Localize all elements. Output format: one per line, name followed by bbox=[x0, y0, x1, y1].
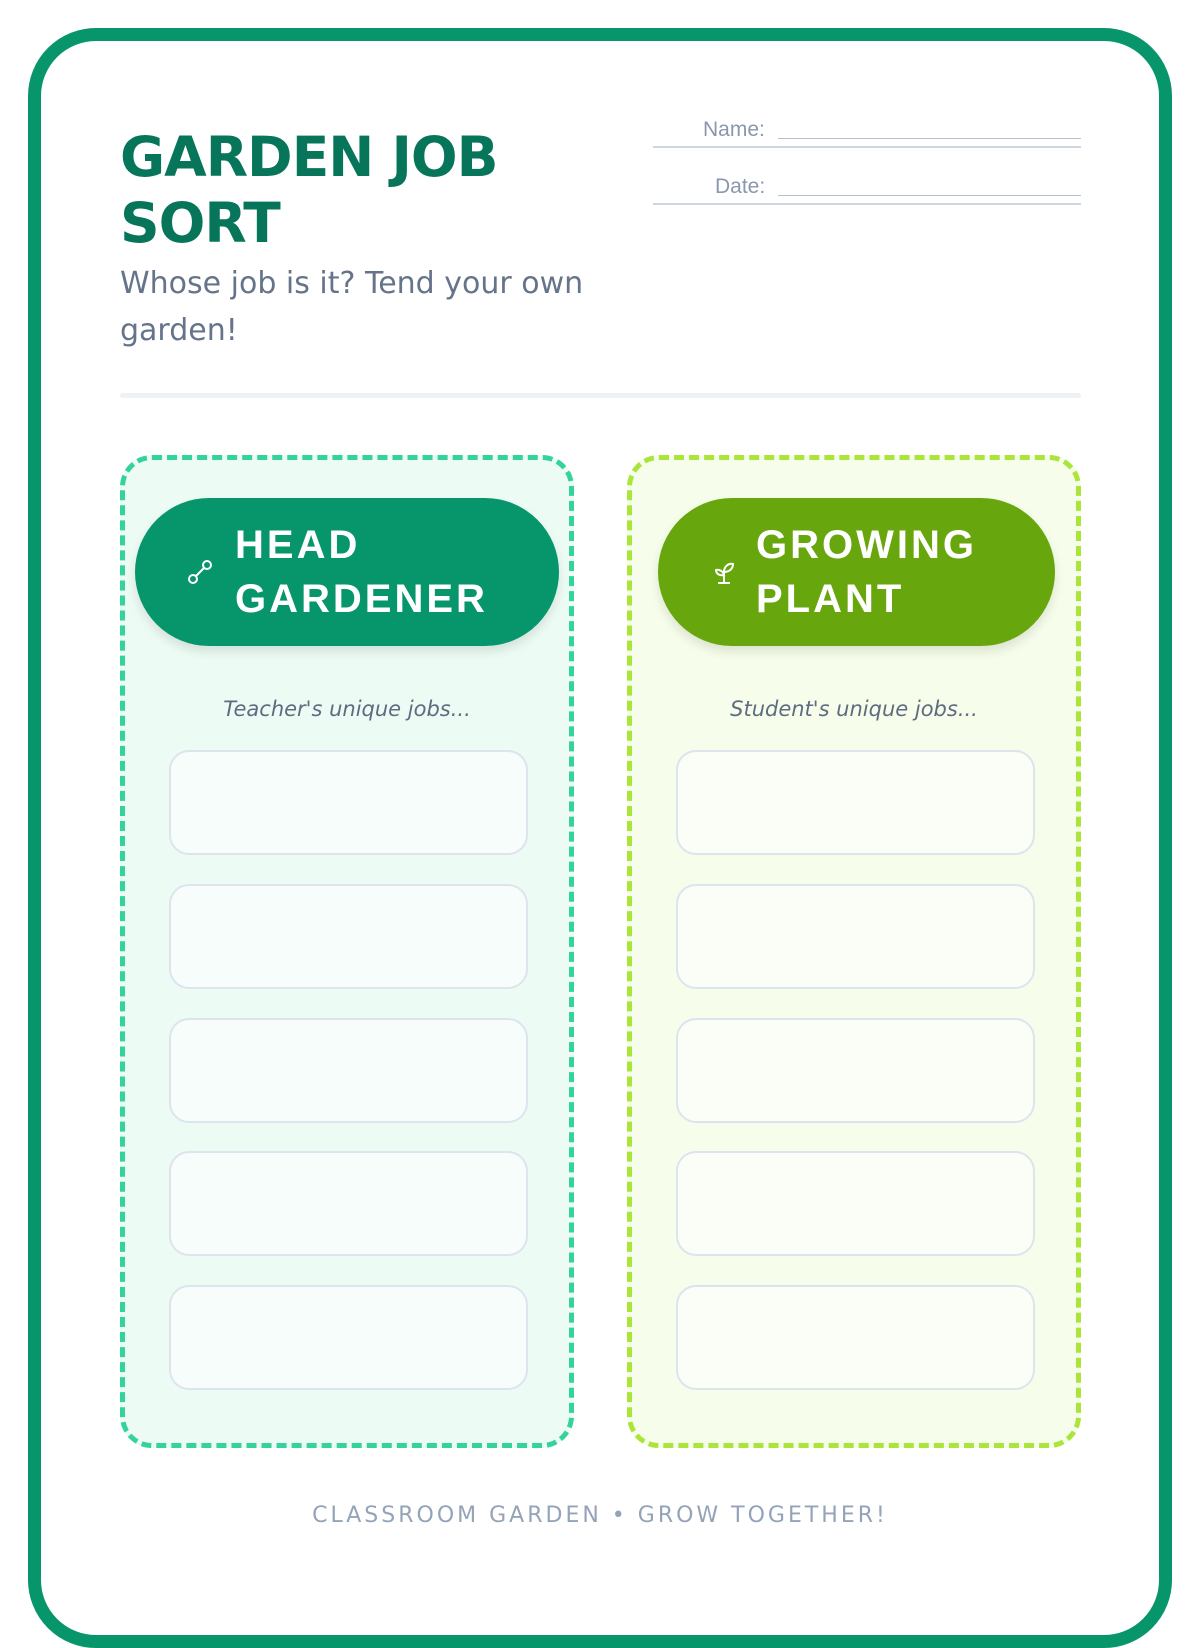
worksheet-subtitle: Whose job is it? Tend your own garden! bbox=[120, 266, 584, 348]
name-label: Name: bbox=[703, 118, 765, 141]
name-field[interactable] bbox=[653, 118, 1081, 148]
growing-plant-column bbox=[627, 455, 1081, 1448]
worksheet-footer: CLASSROOM GARDEN • GROW TOGETHER! bbox=[312, 1503, 888, 1528]
watering-can-icon bbox=[187, 558, 215, 586]
student-job-box[interactable] bbox=[676, 1151, 1035, 1256]
date-blank-line[interactable] bbox=[778, 195, 1081, 196]
student-job-box[interactable] bbox=[676, 1018, 1035, 1123]
teacher-job-box[interactable] bbox=[169, 1018, 528, 1123]
sprout-icon bbox=[710, 558, 738, 586]
teacher-job-box[interactable] bbox=[169, 750, 528, 855]
head-gardener-header bbox=[135, 498, 559, 646]
teacher-job-box[interactable] bbox=[169, 1285, 528, 1390]
student-jobs-hint: Student's unique jobs... bbox=[730, 697, 978, 721]
head-gardener-column bbox=[120, 455, 574, 1448]
name-blank-line[interactable] bbox=[778, 138, 1081, 139]
date-label: Date: bbox=[715, 175, 766, 198]
header-divider bbox=[120, 393, 1081, 398]
head-gardener-title: HEAD GARDENER bbox=[235, 523, 488, 621]
date-field[interactable] bbox=[653, 175, 1081, 205]
teacher-job-box[interactable] bbox=[169, 884, 528, 989]
teacher-jobs-hint: Teacher's unique jobs... bbox=[223, 697, 471, 721]
growing-plant-title: GROWING PLANT bbox=[756, 523, 977, 621]
student-job-box[interactable] bbox=[676, 1285, 1035, 1390]
teacher-job-box[interactable] bbox=[169, 1151, 528, 1256]
student-job-box[interactable] bbox=[676, 750, 1035, 855]
growing-plant-header bbox=[658, 498, 1055, 646]
worksheet-title: GARDEN JOB SORT bbox=[120, 125, 498, 255]
student-job-box[interactable] bbox=[676, 884, 1035, 989]
